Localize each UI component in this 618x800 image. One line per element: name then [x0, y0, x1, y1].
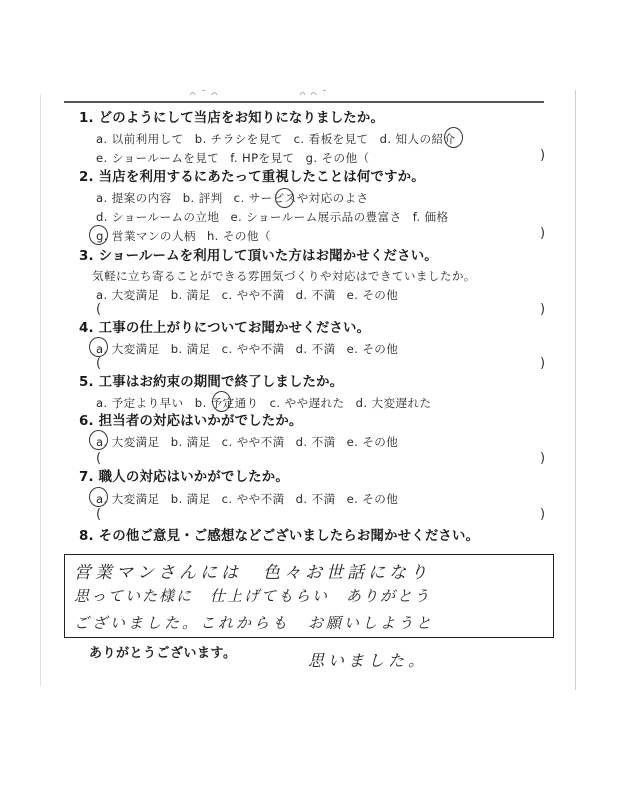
q3-option-b[interactable]: b. 満足: [170, 288, 211, 302]
q7-paren-open: (: [96, 507, 102, 522]
q5-option-c[interactable]: c. やや遅れた: [269, 396, 345, 410]
q3-option-e[interactable]: e. その他: [346, 288, 399, 302]
q6-option-b[interactable]: b. 満足: [170, 435, 211, 449]
q1-title: 1. どのようにして当店をお知りになりましたか。: [79, 111, 385, 126]
q1-option-e[interactable]: e. ショールームを見て: [96, 151, 220, 165]
handwritten-line-1: 営業マンさんには 色々お世話になり: [74, 563, 431, 583]
q2-option-a[interactable]: a. 提案の内容: [96, 191, 172, 205]
q3-row1: [96, 287, 398, 303]
q4-selected-circle: [89, 337, 108, 357]
handwritten-line-2: 思っていた様に 仕上げてもらい ありがとう: [74, 587, 432, 605]
q2-option-c[interactable]: c. サービスや対応のよさ: [233, 191, 369, 205]
q7-option-d[interactable]: d. 不満: [295, 492, 336, 506]
q3-paren-close: ): [540, 302, 546, 317]
q6-option-e[interactable]: e. その他: [346, 435, 399, 449]
thank-you-text: ありがとうございます。: [89, 646, 237, 661]
paper-edge-left: [40, 94, 41, 686]
q3-option-c[interactable]: c. やや不満: [221, 288, 285, 302]
q3-subtext: 気軽に立ち寄ることができる雰囲気づくりや対応はできていましたか。: [92, 269, 476, 283]
q5-option-d[interactable]: d. 大変遅れた: [355, 396, 432, 410]
q1-row1: [96, 131, 456, 147]
q2-option-d[interactable]: d. ショールームの立地: [96, 210, 220, 224]
q6-paren-close: ): [540, 451, 546, 466]
q2-row1: [96, 190, 369, 206]
cut-off-top-scribble: ⌒ ⌒ ˘: [300, 90, 328, 100]
q1-option-g[interactable]: g. その他（: [305, 151, 370, 165]
handwritten-line-4: 思いました。: [308, 651, 429, 670]
q4-option-a[interactable]: a. 大変満足: [96, 342, 160, 356]
q3-title: 3. ショールームを利用して頂いた方はお聞かせください。: [79, 249, 438, 264]
top-rule: [64, 101, 544, 103]
q4-paren-open: (: [96, 356, 102, 371]
q4-row1: [96, 341, 398, 357]
q7-option-c[interactable]: c. やや不満: [221, 492, 285, 506]
q1-option-b[interactable]: b. チラシを見て: [194, 132, 283, 146]
q6-title: 6. 担当者の対応はいかがでしたか。: [79, 414, 303, 429]
q7-option-b[interactable]: b. 満足: [170, 492, 211, 506]
q2-option-g[interactable]: g. 営業マンの人柄: [96, 229, 196, 243]
handwritten-line-3: ございました。これからも お願いしようと: [74, 614, 435, 632]
q5-selected-circle: [212, 391, 231, 412]
q5-row1: [96, 395, 432, 411]
q6-paren-open: (: [96, 451, 102, 466]
q6-selected-circle: [89, 430, 108, 450]
q6-option-a[interactable]: a. 大変満足: [96, 435, 160, 449]
q5-option-b[interactable]: b. 予定通り: [194, 396, 259, 410]
q4-option-b[interactable]: b. 満足: [170, 342, 211, 356]
q2-paren-close: ): [540, 226, 546, 241]
q4-option-c[interactable]: c. やや不満: [221, 342, 285, 356]
q1-row2: [96, 150, 370, 166]
q2-option-b[interactable]: b. 評判: [182, 191, 223, 205]
q2-selected-circle-c: [275, 188, 294, 208]
q2-title: 2. 当店を利用するにあたって重視したことは何ですか。: [79, 170, 425, 185]
q5-option-a[interactable]: a. 予定より早い: [96, 396, 184, 410]
q7-selected-circle: [89, 487, 108, 507]
q1-option-c[interactable]: c. 看板を見て: [293, 132, 369, 146]
q7-paren-close: ): [540, 507, 546, 522]
q2-option-e[interactable]: e. ショールーム展示品の豊富さ: [230, 210, 402, 224]
q3-option-a[interactable]: a. 大変満足: [96, 288, 160, 302]
paper-edge-right: [575, 90, 576, 690]
q7-row1: [96, 491, 398, 507]
q5-title: 5. 工事はお約束の期間で終了しましたか。: [79, 375, 344, 390]
q4-option-d[interactable]: d. 不満: [295, 342, 336, 356]
q1-option-f[interactable]: f. HPを見て: [230, 151, 295, 165]
q7-option-a[interactable]: a. 大変満足: [96, 492, 160, 506]
q3-paren-open: (: [96, 302, 102, 317]
q6-row1: [96, 434, 398, 450]
cut-off-top-scribble: ⌒ ˘ ⌒: [190, 90, 218, 100]
q1-option-d[interactable]: d. 知人の紹介: [379, 132, 456, 146]
q4-paren-close: ): [540, 356, 546, 371]
q2-option-h[interactable]: h. その他（: [206, 229, 271, 243]
q8-title: 8. その他ご意見・ご感想などございましたらお聞かせください。: [79, 529, 480, 544]
q3-option-d[interactable]: d. 不満: [295, 288, 336, 302]
q7-title: 7. 職人の対応はいかがでしたか。: [79, 470, 289, 485]
q1-selected-circle: [444, 127, 463, 148]
q4-option-e[interactable]: e. その他: [346, 342, 399, 356]
q6-option-d[interactable]: d. 不満: [295, 435, 336, 449]
q2-selected-circle-g: [89, 225, 108, 245]
q6-option-c[interactable]: c. やや不満: [221, 435, 285, 449]
q7-option-e[interactable]: e. その他: [346, 492, 399, 506]
q1-paren-close: ): [540, 148, 546, 163]
q2-row2: [96, 209, 448, 225]
q2-option-f[interactable]: f. 価格: [412, 210, 449, 224]
q2-row3: [96, 228, 271, 244]
q4-title: 4. 工事の仕上がりについてお聞かせください。: [79, 321, 371, 336]
q1-option-a[interactable]: a. 以前利用して: [96, 132, 184, 146]
